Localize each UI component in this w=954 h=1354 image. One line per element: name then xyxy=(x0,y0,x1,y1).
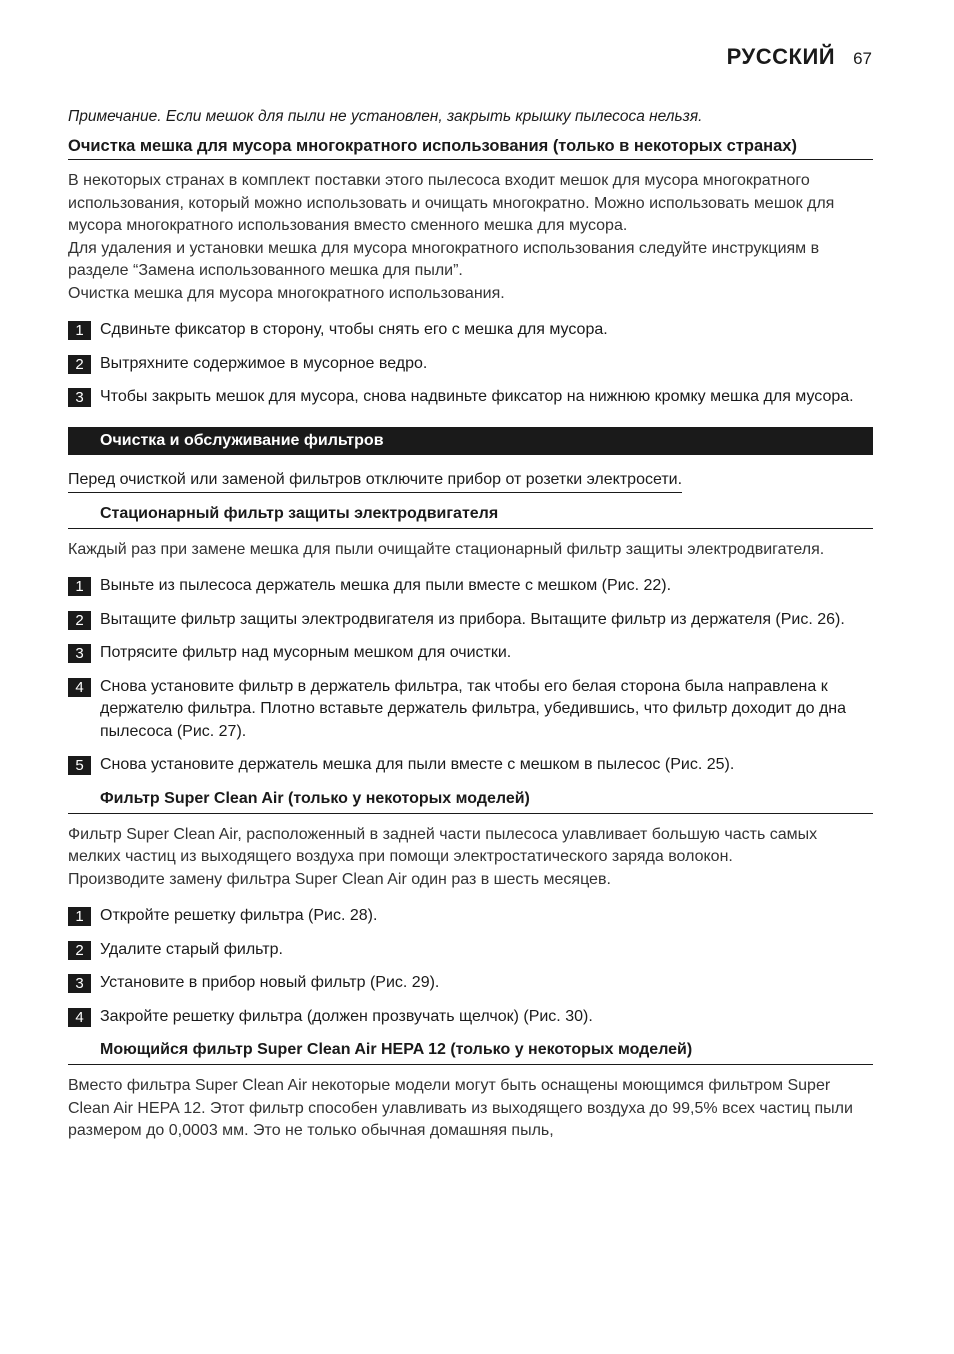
step-item xyxy=(68,609,873,632)
step-text: Снова установите держатель мешка для пыли вместе с мешком в пылесос (Рис. 25). xyxy=(100,756,735,773)
step-item xyxy=(68,676,873,744)
step-number: 2 xyxy=(68,355,91,374)
step-item xyxy=(68,939,873,962)
step-number: 1 xyxy=(68,321,91,340)
paragraph: В некоторых странах в комплект поставки этого пылесоса входит мешок для мусора многократного использования, который можно использовать и очищать многократно. Можно использовать мешок для мусора многократного использования вместо сменного мешка для мусора. xyxy=(68,172,835,234)
paragraph-group xyxy=(68,170,873,305)
step-text: Вытряхните содержимое в мусорное ведро. xyxy=(100,354,428,372)
step-item xyxy=(68,642,873,665)
steps-list xyxy=(68,319,873,409)
step-number: 1 xyxy=(68,577,91,596)
step-text: Потрясите фильтр над мусорным мешком для очистки. xyxy=(100,644,512,661)
steps-list xyxy=(68,905,873,1028)
step-text: Чтобы закрыть мешок для мусора, снова надвиньте фиксатор на нижнюю кромку мешка для мусора. xyxy=(100,388,854,405)
step-item xyxy=(68,575,873,598)
step-text: Выньте из пылесоса держатель мешка для пыли вместе с мешком (Рис. 22). xyxy=(100,577,672,594)
paragraph-group xyxy=(68,824,873,892)
step-number: 4 xyxy=(68,1008,91,1027)
section-title-reusable-bag: Очистка мешка для мусора многократного использования (только в некоторых странах) xyxy=(68,135,873,160)
section-title-filters: Очистка и обслуживание фильтров xyxy=(68,427,873,455)
step-item xyxy=(68,754,873,777)
page-header xyxy=(727,44,872,70)
step-text: Сдвиньте фиксатор в сторону, чтобы снять его с мешка для мусора. xyxy=(100,321,608,338)
paragraph: Вместо фильтра Super Clean Air некоторые модели могут быть оснащены моющимся фильтром Super Clean Air HEPA 12. Этот фильтр способен улавливать из выходящего воздуха до 99,5% всех частиц пыли размером до 0,0003 мм. Это не только обычная домашняя пыль, xyxy=(68,1077,853,1139)
step-text: Откройте решетку фильтра (Рис. 28). xyxy=(100,907,378,924)
step-text: Удалите старый фильтр. xyxy=(100,940,283,958)
step-number: 5 xyxy=(68,756,91,775)
step-item xyxy=(68,386,873,409)
step-item xyxy=(68,353,873,376)
step-number: 2 xyxy=(68,941,91,960)
language-label: РУССКИЙ xyxy=(726,44,836,69)
note: Примечание. Если мешок для пыли не установлен, закрыть крышку пылесоса нельзя. xyxy=(68,108,703,125)
step-number: 2 xyxy=(68,611,91,630)
step-item xyxy=(68,319,873,342)
warning-text: Перед очисткой или заменой фильтров отключите прибор от розетки электросети. xyxy=(68,469,682,493)
paragraph: Для удаления и установки мешка для мусора многократного использования следуйте инструкциям в разделе “Замена использованного мешка для пыли”. xyxy=(68,239,820,279)
steps-list xyxy=(68,575,873,777)
subsection-title-super-clean-air: Фильтр Super Clean Air (только у некоторых моделей) xyxy=(68,788,873,814)
step-text: Снова установите фильтр в держатель фильтра, так чтобы его белая сторона была направлена к держателю фильтра. Плотно вставьте держатель фильтра, убедившись, что фильтр доходит до дна пылесоса (Рис. 27). xyxy=(100,677,847,740)
step-text: Установите в прибор новый фильтр (Рис. 29). xyxy=(100,974,440,991)
page-number: 67 xyxy=(853,49,872,68)
page-content xyxy=(68,108,873,1143)
step-item xyxy=(68,1006,873,1029)
step-number: 1 xyxy=(68,907,91,926)
step-number: 3 xyxy=(68,388,91,407)
step-item xyxy=(68,972,873,995)
paragraph-group xyxy=(68,539,873,562)
step-number: 3 xyxy=(68,974,91,993)
step-number: 4 xyxy=(68,678,91,697)
step-text: Вытащите фильтр защиты электродвигателя из прибора. Вытащите фильтр из держателя (Рис. 26). xyxy=(100,610,845,628)
paragraph: Каждый раз при замене мешка для пыли очищайте стационарный фильтр защиты электродвигателя. xyxy=(68,540,825,558)
subsection-title-motor-filter: Стационарный фильтр защиты электродвигателя xyxy=(68,503,873,529)
step-item xyxy=(68,905,873,928)
step-text: Закройте решетку фильтра (должен прозвучать щелчок) (Рис. 30). xyxy=(100,1007,593,1025)
paragraph: Очистка мешка для мусора многократного использования. xyxy=(68,284,505,302)
paragraph: Производите замену фильтра Super Clean Air один раз в шесть месяцев. xyxy=(68,870,611,888)
subsection-title-hepa: Моющийся фильтр Super Clean Air HEPA 12 (только у некоторых моделей) xyxy=(68,1039,873,1065)
paragraph: Фильтр Super Clean Air, расположенный в задней части пылесоса улавливает большую часть самых мелких частиц из выходящего воздуха при помощи электростатического заряда волокон. xyxy=(68,825,818,865)
step-number: 3 xyxy=(68,644,91,663)
